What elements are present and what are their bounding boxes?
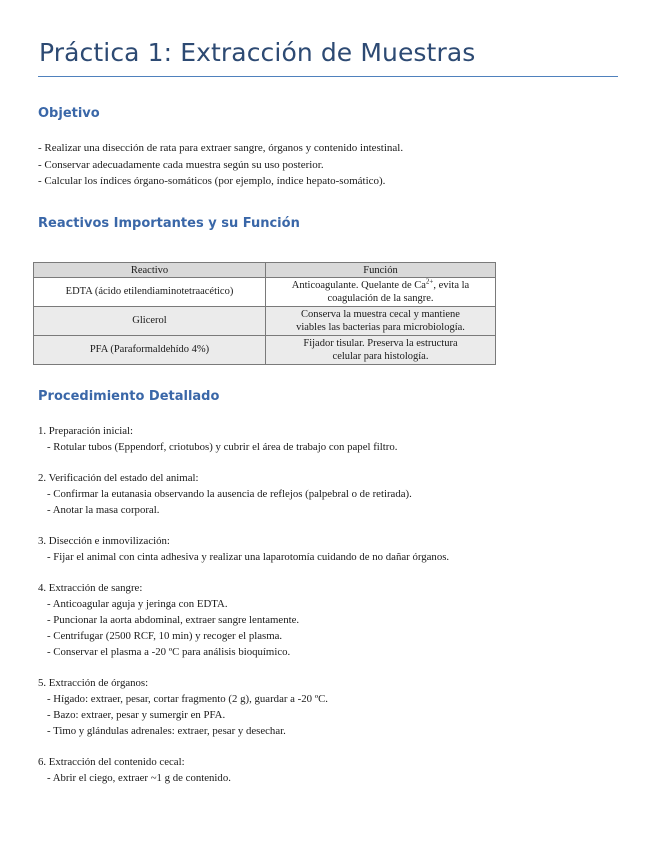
- step-item: - Conservar el plasma a -20 ºC para análisis bioquímico.: [47, 646, 291, 658]
- objective-list: [38, 140, 403, 190]
- step-item: - Anotar la masa corporal.: [47, 504, 160, 516]
- procedure-step: [38, 533, 449, 565]
- objective-item: - Calcular los índices órgano-somáticos (por ejemplo, índice hepato-somático).: [38, 175, 386, 187]
- function-text: Conserva la muestra cecal y mantiene: [301, 308, 460, 320]
- function-text: celular para histología.: [332, 351, 429, 362]
- procedure-step: [38, 580, 449, 660]
- page-title: Práctica 1: Extracción de Muestras: [39, 38, 476, 67]
- table-row: [34, 336, 496, 365]
- step-item: - Confirmar la eutanasia observando la ausencia de reflejos (palpebral o de retirada).: [47, 488, 412, 500]
- step-title: 6. Extracción del contenido cecal:: [38, 756, 185, 768]
- reagent-function: [266, 307, 496, 336]
- step-item: - Centrifugar (2500 RCF, 10 min) y recoger el plasma.: [47, 630, 283, 642]
- step-title: 4. Extracción de sangre:: [38, 582, 143, 594]
- objective-item: - Realizar una disección de rata para extraer sangre, órganos y contenido intestinal.: [38, 142, 404, 154]
- procedure-heading: Procedimiento Detallado: [38, 389, 220, 404]
- column-header-funcion: Función: [266, 263, 496, 278]
- procedure-step: [38, 423, 449, 455]
- table-row: [34, 278, 496, 307]
- column-header-reactivo: Reactivo: [34, 263, 266, 278]
- function-text: viables las bacterias para microbiología.: [296, 322, 465, 333]
- step-item: - Timo y glándulas adrenales: extraer, pesar y desechar.: [47, 725, 286, 737]
- table-row: [34, 307, 496, 336]
- step-title: 3. Disección e inmovilización:: [38, 535, 170, 547]
- step-item: - Hígado: extraer, pesar, cortar fragmento (2 g), guardar a -20 ºC.: [47, 693, 328, 705]
- step-title: 1. Preparación inicial:: [38, 425, 134, 437]
- function-text: Fijador tisular. Preserva la estructura: [303, 337, 458, 349]
- procedure-step: [38, 675, 449, 739]
- function-text: , evita la: [433, 279, 470, 291]
- reagent-name: EDTA (ácido etilendiaminotetraacético): [34, 278, 266, 307]
- reagent-function: [266, 278, 496, 307]
- procedure-step: [38, 754, 449, 786]
- step-title: 5. Extracción de órganos:: [38, 677, 149, 689]
- reagents-table: [33, 262, 496, 365]
- step-item: - Rotular tubos (Eppendorf, criotubos) y cubrir el área de trabajo con papel filtro.: [47, 441, 398, 453]
- step-item: - Abrir el ciego, extraer ~1 g de contenido.: [47, 772, 231, 784]
- objective-heading: Objetivo: [38, 106, 100, 121]
- step-item: - Bazo: extraer, pesar y sumergir en PFA.: [47, 709, 226, 721]
- reagent-name: PFA (Paraformaldehído 4%): [34, 336, 266, 365]
- procedure-step: [38, 470, 449, 518]
- step-title: 2. Verificación del estado del animal:: [38, 472, 199, 484]
- reagent-function: [266, 336, 496, 365]
- step-item: - Puncionar la aorta abdominal, extraer sangre lentamente.: [47, 614, 300, 626]
- function-text: coagulación de la sangre.: [327, 293, 434, 304]
- objective-item: - Conservar adecuadamente cada muestra según su uso posterior.: [38, 158, 324, 171]
- step-item: - Fijar el animal con cinta adhesiva y realizar una laparotomía cuidando de no dañar órganos.: [47, 551, 450, 563]
- function-text: Anticoagulante. Quelante de Ca: [291, 279, 426, 291]
- reagents-heading: Reactivos Importantes y su Función: [38, 216, 300, 231]
- procedure-list: [38, 423, 449, 801]
- reagent-name: Glicerol: [34, 307, 266, 336]
- step-item: - Anticoagular aguja y jeringa con EDTA.: [47, 598, 228, 610]
- charge-superscript: 2+: [425, 277, 434, 285]
- table-header-row: [34, 263, 496, 278]
- title-underline: [38, 76, 618, 77]
